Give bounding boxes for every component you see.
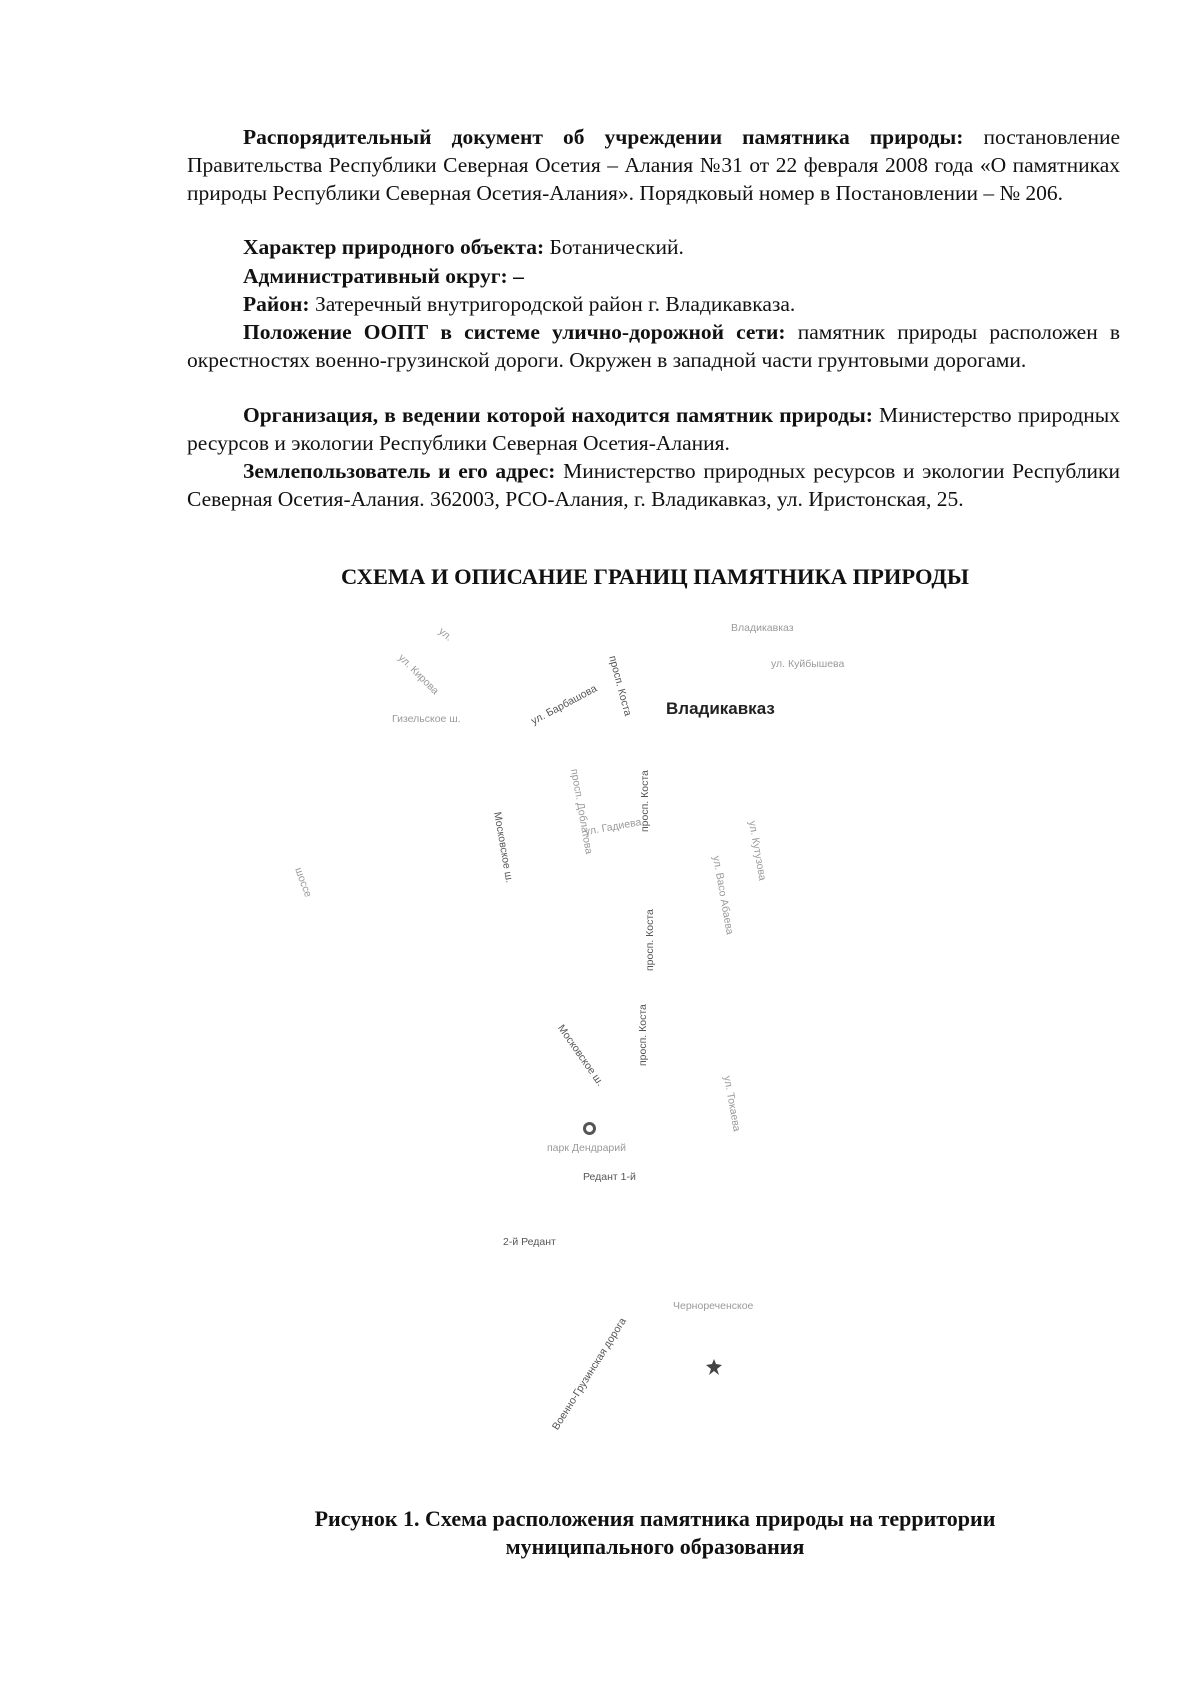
- map-label-vladikavkaz-small: Владикавказ: [731, 622, 794, 634]
- decree-label: Распорядительный документ об учреждении памятника природы:: [243, 125, 964, 149]
- map-label-prosp-kosta-1: просп. Коста: [606, 654, 634, 718]
- map-label-moskovskoe-2: Московское ш.: [555, 1022, 607, 1089]
- map-label-ul-barbashova: ул. Барбашова: [529, 682, 600, 728]
- okrug-label: Административный округ: –: [243, 264, 524, 288]
- nature-value: Ботанический.: [544, 235, 684, 259]
- rayon-label: Район:: [243, 292, 310, 316]
- map-label-ul-kuybysheva: ул. Куйбышева: [771, 658, 845, 670]
- position-value: памятник природы расположен в окрестностях военно-грузинской дороги. Окружен в западной части грунтовыми дорогами.: [187, 320, 1120, 372]
- figure-caption: Рисунок 1. Схема расположения памятника природы на территории муниципального образования: [314, 1506, 996, 1559]
- organization-paragraph: [187, 401, 1120, 457]
- map-label-ul-top: ул.: [436, 625, 455, 644]
- map-label-voenno-gruzinskaya: Военно-Грузинская дорога: [549, 1315, 629, 1433]
- map-label-ul-gadieva: ул. Гадиева: [583, 816, 643, 838]
- nature-paragraph: [187, 233, 1120, 261]
- rayon-paragraph: [187, 290, 1120, 318]
- map-label-park-dendrariy: парк Дендрарий: [547, 1142, 627, 1154]
- land-user-value: Министерство природных ресурсов и экологии Республики Северная Осетия-Алания. 362003, РСО-Алания, г. Владикавказ, ул. Иристонская, 25.: [187, 459, 1120, 511]
- okrug-paragraph: [187, 262, 1120, 290]
- dendrarium-marker-icon: [583, 1122, 596, 1135]
- map-label-ul-kirova: ул. Кирова: [395, 651, 441, 697]
- map-label-moskovskoe-1: Московское ш.: [491, 810, 516, 884]
- decree-paragraph: [187, 123, 1120, 207]
- map-label-prosp-kosta-3: просп. Коста: [644, 909, 656, 971]
- rayon-value: Затеречный внутригородской район г. Владикавказа.: [309, 292, 796, 316]
- position-label: Положение ООПТ в системе улично-дорожной сети:: [243, 320, 786, 344]
- map-label-chernorechenskoe: Чернореченское: [673, 1300, 754, 1312]
- map-label-prosp-kosta-4: просп. Коста: [637, 1004, 649, 1066]
- map-label-prosp-kosta-2: просп. Коста: [639, 770, 651, 832]
- land-user-paragraph: [187, 457, 1120, 513]
- map-label-ul-vaso-abaeva: ул. Васо Абаева: [710, 854, 736, 936]
- map-label-ul-tokaeva: ул. Токаева: [721, 1074, 743, 1133]
- position-paragraph: [187, 318, 1120, 374]
- map-label-prosp-doblatova: просп. Доблатова: [568, 767, 595, 856]
- map-label-ul-kutuzova: ул. Кутузова: [746, 819, 769, 882]
- natural-monument-marker-icon: [706, 1359, 722, 1375]
- map-label-redant-1: Редант 1-й: [583, 1171, 636, 1183]
- map-label-redant-2: 2-й Редант: [503, 1236, 556, 1248]
- nature-label: Характер природного объекта:: [243, 235, 545, 259]
- decree-value: постановление Правительства Республики Северная Осетия – Алания №31 от 22 февраля 2008 года «О памятниках природы Республики Северная Осетия-Алания». Порядковый номер в Постановлении – № 206.: [187, 125, 1120, 205]
- map-city-label: Владикавказ: [666, 699, 775, 718]
- organization-label: Организация, в ведении которой находится памятник природы:: [243, 403, 873, 427]
- map-label-gizelskoe: Гизельское ш.: [392, 713, 461, 725]
- section-title: СХЕМА И ОПИСАНИЕ ГРАНИЦ ПАМЯТНИКА ПРИРОДЫ: [341, 564, 969, 589]
- land-user-label: Землепользователь и его адрес:: [243, 459, 556, 483]
- organization-value: Министерство природных ресурсов и экологии Республики Северная Осетия-Алания.: [187, 403, 1121, 455]
- map-label-left-edge: шоссе: [292, 865, 315, 899]
